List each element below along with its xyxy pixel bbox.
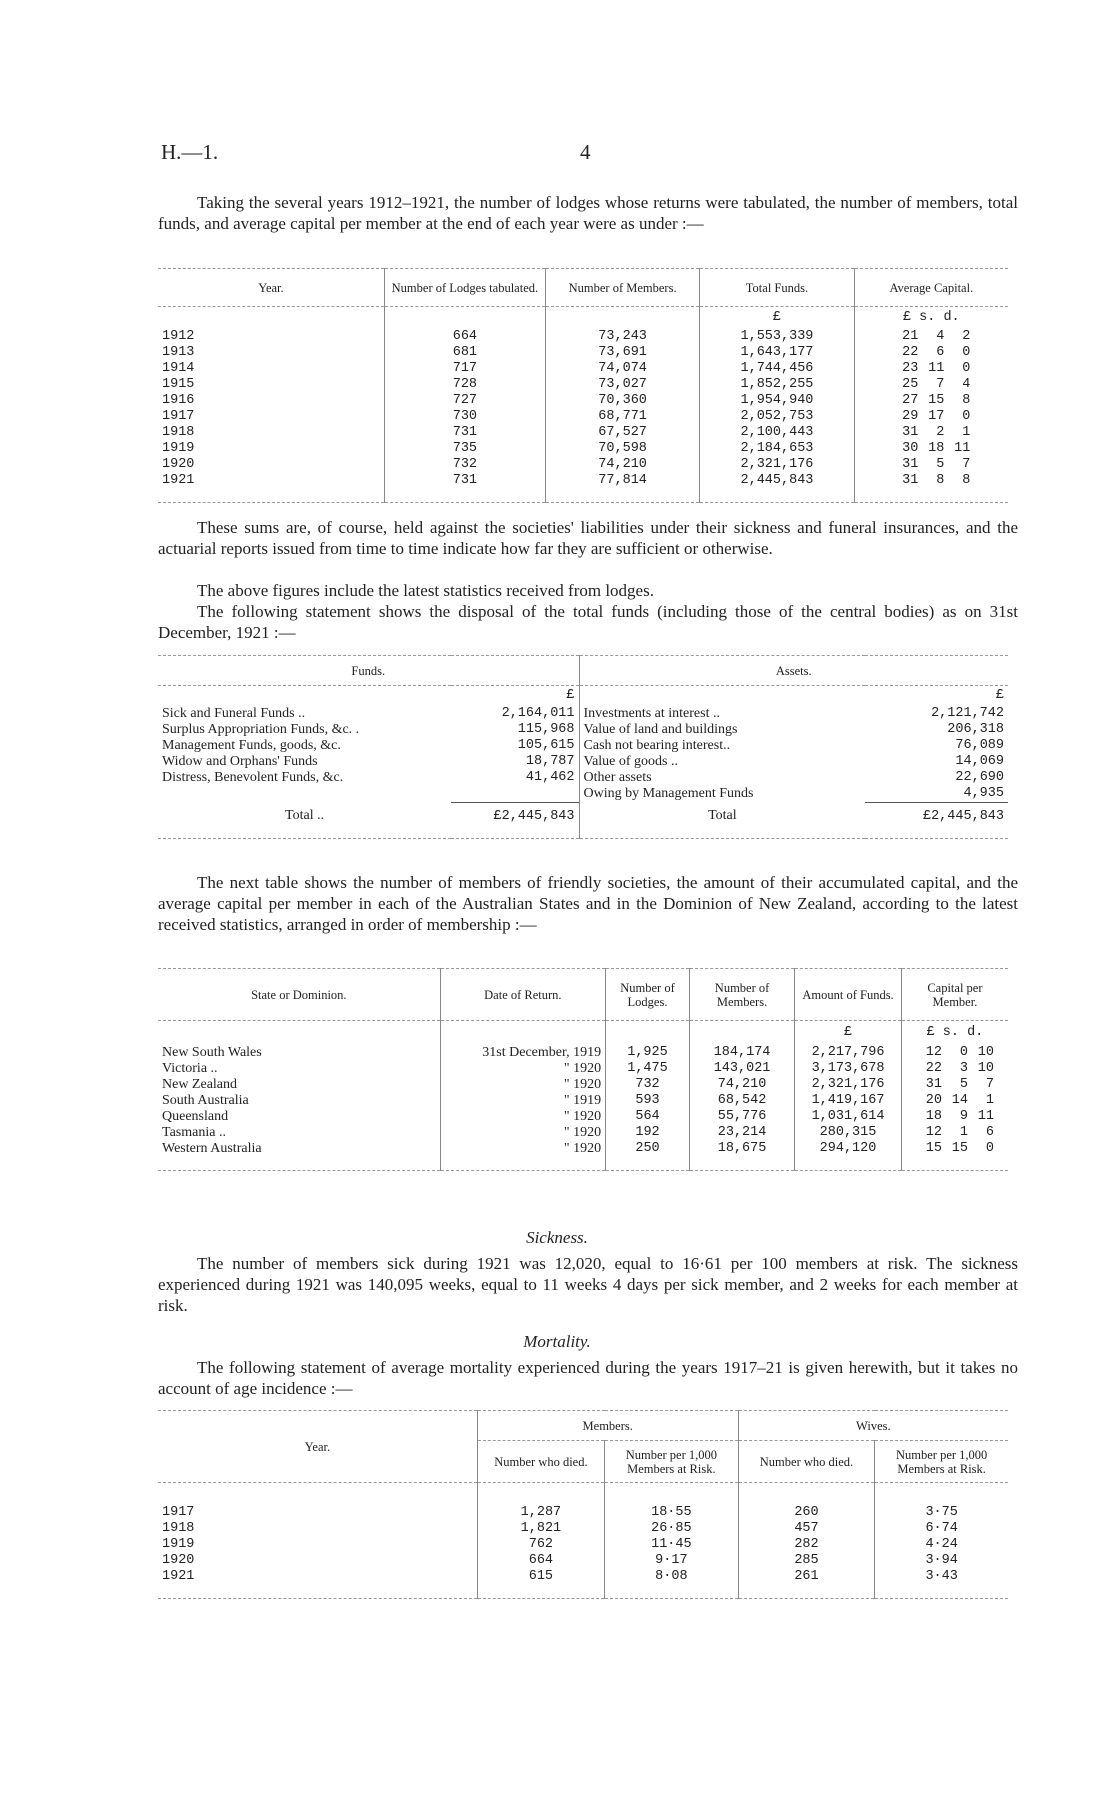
pounds-value: 31 — [902, 456, 919, 472]
year-cell: 1918 — [162, 424, 195, 440]
state-cell: Queensland — [162, 1108, 229, 1124]
table-row — [158, 473, 1008, 489]
lodges-cell: 192 — [606, 1125, 690, 1141]
fund-label: Surplus Appropriation Funds, &c. . — [162, 721, 360, 737]
members-cell: 55,776 — [689, 1109, 794, 1125]
t4-sub-wives-rate: Number per 1,000 Members at Risk. — [875, 1441, 1008, 1483]
pence-value: 7 — [962, 456, 971, 472]
members-cell: 143,021 — [689, 1061, 794, 1077]
t3-unit-funds: £ — [795, 1021, 902, 1045]
paragraph-states: The next table shows the number of members of friendly societies, the amount of their accumulated capital, and the average capital per member in each of the Australian States and in the Dominion of New Zealand, according to the latest received statistics, arranged in order of membership :— — [158, 873, 1018, 934]
table-row — [158, 1141, 1008, 1157]
pence-value: 7 — [985, 1076, 994, 1092]
members-cell: 184,174 — [689, 1045, 794, 1061]
paragraph-disposal: The following statement shows the disposal of the total funds (including those of the central bodies) as on 31st December, 1921 :— — [158, 602, 1018, 642]
wives-died-cell: 261 — [738, 1569, 875, 1585]
avg-capital-cell — [854, 473, 1008, 489]
pounds-value: 31 — [902, 472, 919, 488]
lodges-cell: 1,475 — [606, 1061, 690, 1077]
funds-assets-table — [158, 655, 1008, 839]
lodges-cell: 250 — [606, 1141, 690, 1157]
funds-cell: 294,120 — [795, 1141, 902, 1157]
members-cell: 73,243 — [545, 329, 699, 345]
state-cell: South Australia — [162, 1092, 249, 1108]
pounds-value: 29 — [902, 408, 919, 424]
table-row — [158, 1093, 1008, 1109]
funds-cell: 2,217,796 — [795, 1045, 902, 1061]
funds-cell: 1,954,940 — [700, 393, 854, 409]
year-cell: 1919 — [162, 440, 195, 456]
asset-value: 14,069 — [955, 753, 1004, 769]
date-cell: " 1919 — [440, 1093, 605, 1109]
pence-value: 0 — [962, 408, 971, 424]
funds-cell: 1,031,614 — [795, 1109, 902, 1125]
t3-header-members: Number of Members. — [689, 969, 794, 1021]
shillings-value: 1 — [959, 1124, 968, 1140]
lodges-table — [158, 268, 1008, 503]
fund-value: 115,968 — [517, 721, 575, 737]
table-row — [158, 425, 1008, 441]
t3-header-funds: Amount of Funds. — [795, 969, 902, 1021]
table-row — [158, 1109, 1008, 1125]
wives-died-cell: 282 — [738, 1537, 875, 1553]
members-cell: 68,542 — [689, 1093, 794, 1109]
t3-header-state: State or Dominion. — [251, 987, 347, 1002]
asset-value: 76,089 — [955, 737, 1004, 753]
table-row — [158, 1505, 1008, 1521]
wives-rate-cell: 3·75 — [875, 1505, 1008, 1521]
avg-capital-cell — [854, 345, 1008, 361]
fund-value: 2,164,011 — [501, 705, 575, 721]
capital-cell — [901, 1109, 1008, 1125]
t1-header-year: Year. — [258, 280, 284, 295]
members-cell: 73,027 — [545, 377, 699, 393]
avg-capital-cell — [854, 361, 1008, 377]
pounds-value: 31 — [925, 1076, 942, 1092]
shillings-value: 15 — [951, 1140, 968, 1156]
asset-label: Investments at interest .. — [579, 706, 865, 722]
members-cell: 74,210 — [689, 1077, 794, 1093]
lodges-cell: 1,925 — [606, 1045, 690, 1061]
mortality-table — [158, 1410, 1008, 1599]
t2-assets-total: £2,445,843 — [865, 802, 1008, 830]
year-cell: 1920 — [162, 1552, 195, 1568]
lodges-cell: 730 — [384, 409, 545, 425]
asset-label: Cash not bearing interest.. — [579, 738, 865, 754]
t1-header-funds: Total Funds. — [700, 269, 854, 307]
funds-cell: 2,321,176 — [700, 457, 854, 473]
table-row — [158, 393, 1008, 409]
shillings-value: 8 — [936, 472, 945, 488]
t4-sub-members-rate: Number per 1,000 Members at Risk. — [605, 1441, 739, 1483]
table-row — [158, 786, 1008, 803]
date-cell: " 1920 — [440, 1141, 605, 1157]
avg-capital-cell — [854, 441, 1008, 457]
members-cell: 70,598 — [545, 441, 699, 457]
state-cell: New Zealand — [162, 1076, 238, 1092]
fund-value: 18,787 — [525, 753, 575, 769]
table-row — [158, 1077, 1008, 1093]
state-cell: Tasmania .. — [162, 1124, 226, 1140]
members-cell: 18,675 — [689, 1141, 794, 1157]
year-cell: 1919 — [162, 1536, 195, 1552]
lodges-cell: 735 — [384, 441, 545, 457]
funds-cell: 1,553,339 — [700, 329, 854, 345]
date-cell: " 1920 — [440, 1109, 605, 1125]
avg-capital-cell — [854, 409, 1008, 425]
pence-value: 0 — [962, 360, 971, 376]
shillings-value: 6 — [936, 344, 945, 360]
t2-funds-total: £2,445,843 — [451, 802, 579, 830]
members-cell: 73,691 — [545, 345, 699, 361]
pounds-value: 30 — [902, 440, 919, 456]
asset-value: 4,935 — [963, 785, 1004, 801]
document-code: H.—1. — [161, 140, 219, 164]
members-died-cell: 762 — [477, 1537, 604, 1553]
table-row — [158, 457, 1008, 473]
fund-value: 41,462 — [525, 769, 575, 785]
state-cell: New South Wales — [162, 1044, 262, 1060]
page-number: 4 — [580, 140, 591, 164]
pence-value: 10 — [977, 1060, 994, 1076]
members-died-cell: 1,287 — [477, 1505, 604, 1521]
members-died-cell: 615 — [477, 1569, 604, 1585]
t1-header-lodges: Number of Lodges tabulated. — [384, 269, 545, 307]
table-row — [158, 770, 1008, 786]
pounds-value: 25 — [902, 376, 919, 392]
pence-value: 8 — [962, 392, 971, 408]
lodges-cell: 593 — [606, 1093, 690, 1109]
members-cell: 67,527 — [545, 425, 699, 441]
funds-cell: 2,100,443 — [700, 425, 854, 441]
lodges-cell: 731 — [384, 473, 545, 489]
asset-value: 206,318 — [947, 721, 1004, 737]
sickness-paragraph: The number of members sick during 1921 was 12,020, equal to 16·61 per 100 members at risk. The sickness experienced during 1921 was 140,095 weeks, equal to 11 weeks 4 days per sick member, and 2 weeks for each member at risk. — [158, 1254, 1018, 1315]
year-cell: 1912 — [162, 328, 195, 344]
shillings-value: 17 — [928, 408, 945, 424]
year-cell: 1917 — [162, 408, 195, 424]
year-cell: 1920 — [162, 456, 195, 472]
table-row — [158, 329, 1008, 345]
wives-rate-cell: 3·94 — [875, 1553, 1008, 1569]
t4-header-wives: Wives. — [738, 1411, 1008, 1441]
avg-capital-cell — [854, 377, 1008, 393]
pence-value: 0 — [962, 344, 971, 360]
pounds-value: 31 — [902, 424, 919, 440]
members-rate-cell: 26·85 — [605, 1521, 739, 1537]
wives-rate-cell: 3·43 — [875, 1569, 1008, 1585]
members-rate-cell: 18·55 — [605, 1505, 739, 1521]
shillings-value: 7 — [936, 376, 945, 392]
capital-cell — [901, 1077, 1008, 1093]
avg-capital-cell — [854, 329, 1008, 345]
members-cell: 23,214 — [689, 1125, 794, 1141]
table-row — [158, 1061, 1008, 1077]
lodges-cell: 727 — [384, 393, 545, 409]
shillings-value: 18 — [928, 440, 945, 456]
year-cell: 1921 — [162, 1568, 195, 1584]
table-row — [158, 738, 1008, 754]
shillings-value: 0 — [959, 1044, 968, 1060]
funds-cell: 280,315 — [795, 1125, 902, 1141]
lodges-cell: 728 — [384, 377, 545, 393]
wives-rate-cell: 6·74 — [875, 1521, 1008, 1537]
table-row — [158, 1569, 1008, 1585]
year-cell: 1918 — [162, 1520, 195, 1536]
wives-died-cell: 260 — [738, 1505, 875, 1521]
mortality-heading: Mortality. — [523, 1332, 591, 1351]
pounds-value: 20 — [925, 1092, 942, 1108]
paragraph-liabilities: These sums are, of course, held against the societies' liabilities under their sickness and funeral insurances, and the actuarial reports issued from time to time indicate how far they are sufficient or otherwise. — [158, 518, 1018, 558]
t3-header-date: Date of Return. — [440, 969, 605, 1021]
funds-cell: 1,744,456 — [700, 361, 854, 377]
year-cell: 1914 — [162, 360, 195, 376]
members-cell: 74,210 — [545, 457, 699, 473]
funds-cell: 2,445,843 — [700, 473, 854, 489]
date-cell: " 1920 — [440, 1061, 605, 1077]
wives-rate-cell: 4·24 — [875, 1537, 1008, 1553]
shillings-value: 9 — [959, 1108, 968, 1124]
empty-cell — [451, 786, 579, 803]
members-cell: 77,814 — [545, 473, 699, 489]
members-died-cell: 1,821 — [477, 1521, 604, 1537]
asset-label: Value of land and buildings — [579, 722, 865, 738]
pence-value: 8 — [962, 472, 971, 488]
state-cell: Western Australia — [162, 1140, 262, 1156]
fund-value: 105,615 — [517, 737, 575, 753]
mortality-paragraph: The following statement of average mortality experienced during the years 1917–21 is given herewith, but it takes no account of age incidence :— — [158, 1358, 1018, 1398]
asset-label: Other assets — [579, 770, 865, 786]
pence-value: 1 — [985, 1092, 994, 1108]
shillings-value: 5 — [936, 456, 945, 472]
date-cell: 31st December, 1919 — [440, 1045, 605, 1061]
t3-header-lodges: Number of Lodges. — [606, 969, 690, 1021]
t2-unit-assets: £ — [995, 688, 1004, 704]
funds-cell: 2,052,753 — [700, 409, 854, 425]
pounds-value: 21 — [902, 328, 919, 344]
lodges-cell: 564 — [606, 1109, 690, 1125]
members-rate-cell: 9·17 — [605, 1553, 739, 1569]
lodges-cell: 664 — [384, 329, 545, 345]
state-cell: Victoria .. — [162, 1060, 218, 1076]
members-cell: 70,360 — [545, 393, 699, 409]
members-cell: 68,771 — [545, 409, 699, 425]
table-row — [158, 361, 1008, 377]
year-cell: 1915 — [162, 376, 195, 392]
pounds-value: 15 — [925, 1140, 942, 1156]
t2-assets-total-label: Total — [579, 802, 865, 830]
pounds-value: 27 — [902, 392, 919, 408]
t1-header-avg: Average Capital. — [854, 269, 1008, 307]
shillings-value: 4 — [936, 328, 945, 344]
shillings-value: 3 — [959, 1060, 968, 1076]
asset-value: 22,690 — [955, 769, 1004, 785]
date-cell: " 1920 — [440, 1077, 605, 1093]
lodges-cell: 731 — [384, 425, 545, 441]
table-row — [158, 1521, 1008, 1537]
pence-value: 4 — [962, 376, 971, 392]
year-cell: 1921 — [162, 472, 195, 488]
pounds-value: 22 — [925, 1060, 942, 1076]
capital-cell — [901, 1141, 1008, 1157]
fund-label: Management Funds, goods, &c. — [162, 737, 341, 753]
t2-header-funds: Funds. — [351, 663, 386, 678]
t1-unit-avg: £ s. d. — [854, 307, 1008, 329]
t2-funds-total-label: Total .. — [285, 808, 325, 823]
table-row — [158, 345, 1008, 361]
wives-died-cell: 457 — [738, 1521, 875, 1537]
year-cell: 1916 — [162, 392, 195, 408]
sickness-heading: Sickness. — [526, 1228, 588, 1247]
t2-header-assets: Assets. — [579, 656, 1008, 686]
funds-cell: 1,852,255 — [700, 377, 854, 393]
pence-value: 0 — [985, 1140, 994, 1156]
capital-cell — [901, 1061, 1008, 1077]
table-row — [158, 706, 1008, 722]
members-cell: 74,074 — [545, 361, 699, 377]
t3-unit-capital: £ s. d. — [901, 1021, 1008, 1045]
t4-header-members: Members. — [477, 1411, 738, 1441]
lodges-cell: 681 — [384, 345, 545, 361]
avg-capital-cell — [854, 425, 1008, 441]
lodges-cell: 732 — [606, 1077, 690, 1093]
members-died-cell: 664 — [477, 1553, 604, 1569]
table-row — [158, 722, 1008, 738]
fund-label: Widow and Orphans' Funds — [162, 753, 318, 769]
t2-unit-funds: £ — [566, 688, 575, 704]
t4-header-year: Year. — [158, 1411, 477, 1483]
intro-paragraph: Taking the several years 1912–1921, the number of lodges whose returns were tabulated, the number of members, total funds, and average capital per member at the end of each year were as under :— — [158, 193, 1018, 233]
wives-died-cell: 285 — [738, 1553, 875, 1569]
funds-cell: 2,321,176 — [795, 1077, 902, 1093]
asset-value: 2,121,742 — [931, 705, 1004, 721]
pounds-value: 12 — [925, 1124, 942, 1140]
table-row — [158, 754, 1008, 770]
table-row — [158, 441, 1008, 457]
table-row — [158, 377, 1008, 393]
table-row — [158, 409, 1008, 425]
members-rate-cell: 8·08 — [605, 1569, 739, 1585]
pence-value: 1 — [962, 424, 971, 440]
capital-cell — [901, 1045, 1008, 1061]
t4-sub-wives-died: Number who died. — [738, 1441, 875, 1483]
fund-label: Distress, Benevolent Funds, &c. — [162, 769, 344, 785]
funds-cell: 1,643,177 — [700, 345, 854, 361]
pounds-value: 23 — [902, 360, 919, 376]
year-cell: 1917 — [162, 1504, 195, 1520]
shillings-value: 14 — [951, 1092, 968, 1108]
capital-cell — [901, 1125, 1008, 1141]
empty-cell — [158, 786, 451, 803]
paragraph-latest-statistics: The above figures include the latest statistics received from lodges. — [197, 581, 654, 600]
avg-capital-cell — [854, 457, 1008, 473]
table-row — [158, 1537, 1008, 1553]
asset-label: Value of goods .. — [579, 754, 865, 770]
pounds-value: 12 — [925, 1044, 942, 1060]
pounds-value: 22 — [902, 344, 919, 360]
shillings-value: 11 — [928, 360, 945, 376]
lodges-cell: 732 — [384, 457, 545, 473]
funds-cell: 1,419,167 — [795, 1093, 902, 1109]
funds-cell: 2,184,653 — [700, 441, 854, 457]
year-cell: 1913 — [162, 344, 195, 360]
pence-value: 2 — [962, 328, 971, 344]
shillings-value: 5 — [959, 1076, 968, 1092]
funds-cell: 3,173,678 — [795, 1061, 902, 1077]
lodges-cell: 717 — [384, 361, 545, 377]
avg-capital-cell — [854, 393, 1008, 409]
t3-header-capital: Capital per Member. — [901, 969, 1008, 1021]
pence-value: 11 — [954, 440, 971, 456]
pence-value: 11 — [977, 1108, 994, 1124]
table-row — [158, 1045, 1008, 1061]
t4-sub-members-died: Number who died. — [477, 1441, 604, 1483]
t1-header-members: Number of Members. — [545, 269, 699, 307]
asset-label: Owing by Management Funds — [579, 786, 865, 803]
date-cell: " 1920 — [440, 1125, 605, 1141]
states-table — [158, 968, 1008, 1171]
table-row — [158, 1553, 1008, 1569]
pence-value: 6 — [985, 1124, 994, 1140]
fund-label: Sick and Funeral Funds .. — [162, 705, 306, 721]
table-row — [158, 1125, 1008, 1141]
shillings-value: 2 — [936, 424, 945, 440]
shillings-value: 15 — [928, 392, 945, 408]
t1-unit-funds: £ — [700, 307, 854, 329]
members-rate-cell: 11·45 — [605, 1537, 739, 1553]
pounds-value: 18 — [925, 1108, 942, 1124]
pence-value: 10 — [977, 1044, 994, 1060]
capital-cell — [901, 1093, 1008, 1109]
